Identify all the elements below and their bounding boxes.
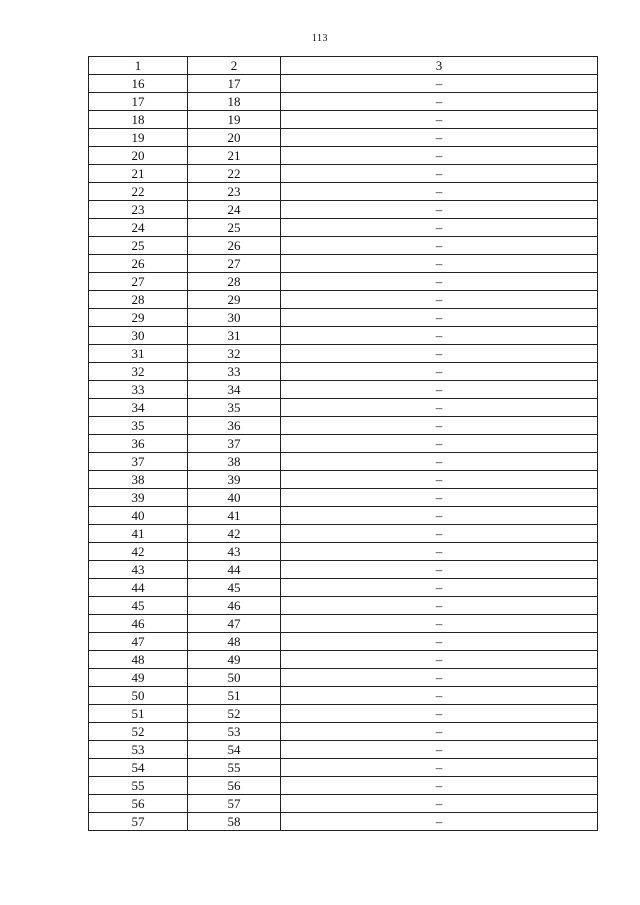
table-row	[89, 381, 598, 399]
table-cell: 42	[188, 525, 281, 543]
table-cell: 27	[89, 273, 188, 291]
column-header: 1	[89, 57, 188, 75]
table-cell: 17	[188, 75, 281, 93]
table-cell: 43	[188, 543, 281, 561]
table-cell: –	[281, 327, 598, 345]
table-cell: 51	[89, 705, 188, 723]
table-cell: 21	[188, 147, 281, 165]
table-cell: 36	[188, 417, 281, 435]
table-cell: –	[281, 219, 598, 237]
table-cell: –	[281, 615, 598, 633]
table-cell: 53	[89, 741, 188, 759]
table-cell: –	[281, 633, 598, 651]
table-cell: 16	[89, 75, 188, 93]
table-cell: –	[281, 579, 598, 597]
column-header: 2	[188, 57, 281, 75]
table-row	[89, 363, 598, 381]
table-cell: 36	[89, 435, 188, 453]
table-row	[89, 453, 598, 471]
table-cell: 27	[188, 255, 281, 273]
table-cell: –	[281, 291, 598, 309]
table-cell: –	[281, 273, 598, 291]
table-row	[89, 651, 598, 669]
table-row	[89, 705, 598, 723]
table-cell: –	[281, 525, 598, 543]
column-header: 3	[281, 57, 598, 75]
table-cell: 47	[188, 615, 281, 633]
table-cell: –	[281, 147, 598, 165]
table-cell: 26	[89, 255, 188, 273]
table-cell: 51	[188, 687, 281, 705]
table-row	[89, 237, 598, 255]
table-cell: –	[281, 183, 598, 201]
table-row	[89, 489, 598, 507]
table-cell: 31	[188, 327, 281, 345]
table-row	[89, 345, 598, 363]
table-cell: 39	[89, 489, 188, 507]
table-cell: 41	[188, 507, 281, 525]
table-cell: 18	[188, 93, 281, 111]
table-cell: 57	[188, 795, 281, 813]
table-cell: 49	[188, 651, 281, 669]
table-cell: 18	[89, 111, 188, 129]
table-row	[89, 471, 598, 489]
table-row	[89, 507, 598, 525]
table-row	[89, 435, 598, 453]
table-cell: –	[281, 561, 598, 579]
table-cell: –	[281, 111, 598, 129]
table-cell: 24	[188, 201, 281, 219]
table-cell: 40	[89, 507, 188, 525]
table-row	[89, 183, 598, 201]
table-cell: 54	[89, 759, 188, 777]
table-header-row	[89, 57, 598, 75]
table-row	[89, 723, 598, 741]
table-cell: 42	[89, 543, 188, 561]
table-cell: 45	[188, 579, 281, 597]
table-row	[89, 93, 598, 111]
table-cell: 49	[89, 669, 188, 687]
table-row	[89, 813, 598, 831]
table-cell: 30	[89, 327, 188, 345]
table-cell: 26	[188, 237, 281, 255]
table-cell: 56	[188, 777, 281, 795]
table-cell: 35	[188, 399, 281, 417]
table-cell: 54	[188, 741, 281, 759]
table-cell: –	[281, 201, 598, 219]
table-cell: 52	[89, 723, 188, 741]
table-cell: –	[281, 75, 598, 93]
table-cell: –	[281, 489, 598, 507]
table-row	[89, 525, 598, 543]
table-cell: 24	[89, 219, 188, 237]
table-cell: –	[281, 381, 598, 399]
table-row	[89, 147, 598, 165]
table-cell: 53	[188, 723, 281, 741]
table-cell: –	[281, 345, 598, 363]
table-cell: –	[281, 723, 598, 741]
table-cell: –	[281, 471, 598, 489]
table-cell: –	[281, 93, 598, 111]
table-row	[89, 543, 598, 561]
table-row	[89, 327, 598, 345]
table-cell: 58	[188, 813, 281, 831]
table-cell: –	[281, 759, 598, 777]
table-body	[89, 75, 598, 831]
table-cell: 44	[89, 579, 188, 597]
table-row	[89, 201, 598, 219]
table-cell: 29	[188, 291, 281, 309]
table-cell: –	[281, 597, 598, 615]
table-row	[89, 399, 598, 417]
table-cell: –	[281, 237, 598, 255]
table-row	[89, 291, 598, 309]
table-cell: 46	[188, 597, 281, 615]
table-row	[89, 669, 598, 687]
table-row	[89, 75, 598, 93]
table-cell: –	[281, 399, 598, 417]
table-row	[89, 219, 598, 237]
table-cell: –	[281, 417, 598, 435]
table-cell: 38	[188, 453, 281, 471]
table-cell: 22	[89, 183, 188, 201]
table-cell: 37	[89, 453, 188, 471]
table-cell: 35	[89, 417, 188, 435]
table-cell: –	[281, 507, 598, 525]
table-cell: 38	[89, 471, 188, 489]
table-cell: –	[281, 363, 598, 381]
table-cell: –	[281, 309, 598, 327]
table-cell: –	[281, 813, 598, 831]
table-cell: 33	[89, 381, 188, 399]
table-cell: –	[281, 543, 598, 561]
table-cell: 25	[188, 219, 281, 237]
table-cell: –	[281, 777, 598, 795]
table-row	[89, 129, 598, 147]
table-row	[89, 111, 598, 129]
table-cell: 28	[89, 291, 188, 309]
table-cell: –	[281, 255, 598, 273]
table-cell: 37	[188, 435, 281, 453]
table-row	[89, 777, 598, 795]
table-cell: 47	[89, 633, 188, 651]
table-cell: –	[281, 435, 598, 453]
table-cell: 34	[188, 381, 281, 399]
table-cell: –	[281, 165, 598, 183]
table-cell: 19	[89, 129, 188, 147]
table-cell: –	[281, 687, 598, 705]
table-row	[89, 273, 598, 291]
table-cell: 19	[188, 111, 281, 129]
table-cell: 33	[188, 363, 281, 381]
data-table	[88, 56, 598, 831]
table-cell: 17	[89, 93, 188, 111]
table-cell: 55	[89, 777, 188, 795]
table-cell: –	[281, 741, 598, 759]
table-row	[89, 597, 598, 615]
table-cell: 55	[188, 759, 281, 777]
table-row	[89, 255, 598, 273]
table-cell: 20	[188, 129, 281, 147]
table-cell: 29	[89, 309, 188, 327]
table-cell: 43	[89, 561, 188, 579]
table-cell: 23	[188, 183, 281, 201]
page-number: 113	[311, 33, 329, 44]
table-row	[89, 759, 598, 777]
table-cell: 34	[89, 399, 188, 417]
table-cell: 40	[188, 489, 281, 507]
table-cell: 50	[188, 669, 281, 687]
table-row	[89, 633, 598, 651]
table-cell: 20	[89, 147, 188, 165]
table-cell: –	[281, 705, 598, 723]
table-cell: 57	[89, 813, 188, 831]
table-cell: 31	[89, 345, 188, 363]
table-cell: 32	[89, 363, 188, 381]
table-cell: 25	[89, 237, 188, 255]
table-cell: –	[281, 795, 598, 813]
table-cell: 41	[89, 525, 188, 543]
table-row	[89, 165, 598, 183]
table-cell: –	[281, 129, 598, 147]
table-row	[89, 417, 598, 435]
table-cell: 23	[89, 201, 188, 219]
table-cell: 48	[89, 651, 188, 669]
table-cell: 48	[188, 633, 281, 651]
table-row	[89, 561, 598, 579]
table-cell: 52	[188, 705, 281, 723]
table-cell: 21	[89, 165, 188, 183]
table-cell: 32	[188, 345, 281, 363]
table-cell: 22	[188, 165, 281, 183]
table-cell: –	[281, 453, 598, 471]
table-row	[89, 795, 598, 813]
table-cell: 45	[89, 597, 188, 615]
table-cell: 56	[89, 795, 188, 813]
table-row	[89, 687, 598, 705]
table-row	[89, 615, 598, 633]
table-cell: 50	[89, 687, 188, 705]
table-cell: 30	[188, 309, 281, 327]
table-cell: –	[281, 651, 598, 669]
table-cell: 44	[188, 561, 281, 579]
table-cell: 46	[89, 615, 188, 633]
table-cell: 39	[188, 471, 281, 489]
table-row	[89, 579, 598, 597]
table-cell: 28	[188, 273, 281, 291]
table-row	[89, 741, 598, 759]
table-cell: –	[281, 669, 598, 687]
table-row	[89, 309, 598, 327]
